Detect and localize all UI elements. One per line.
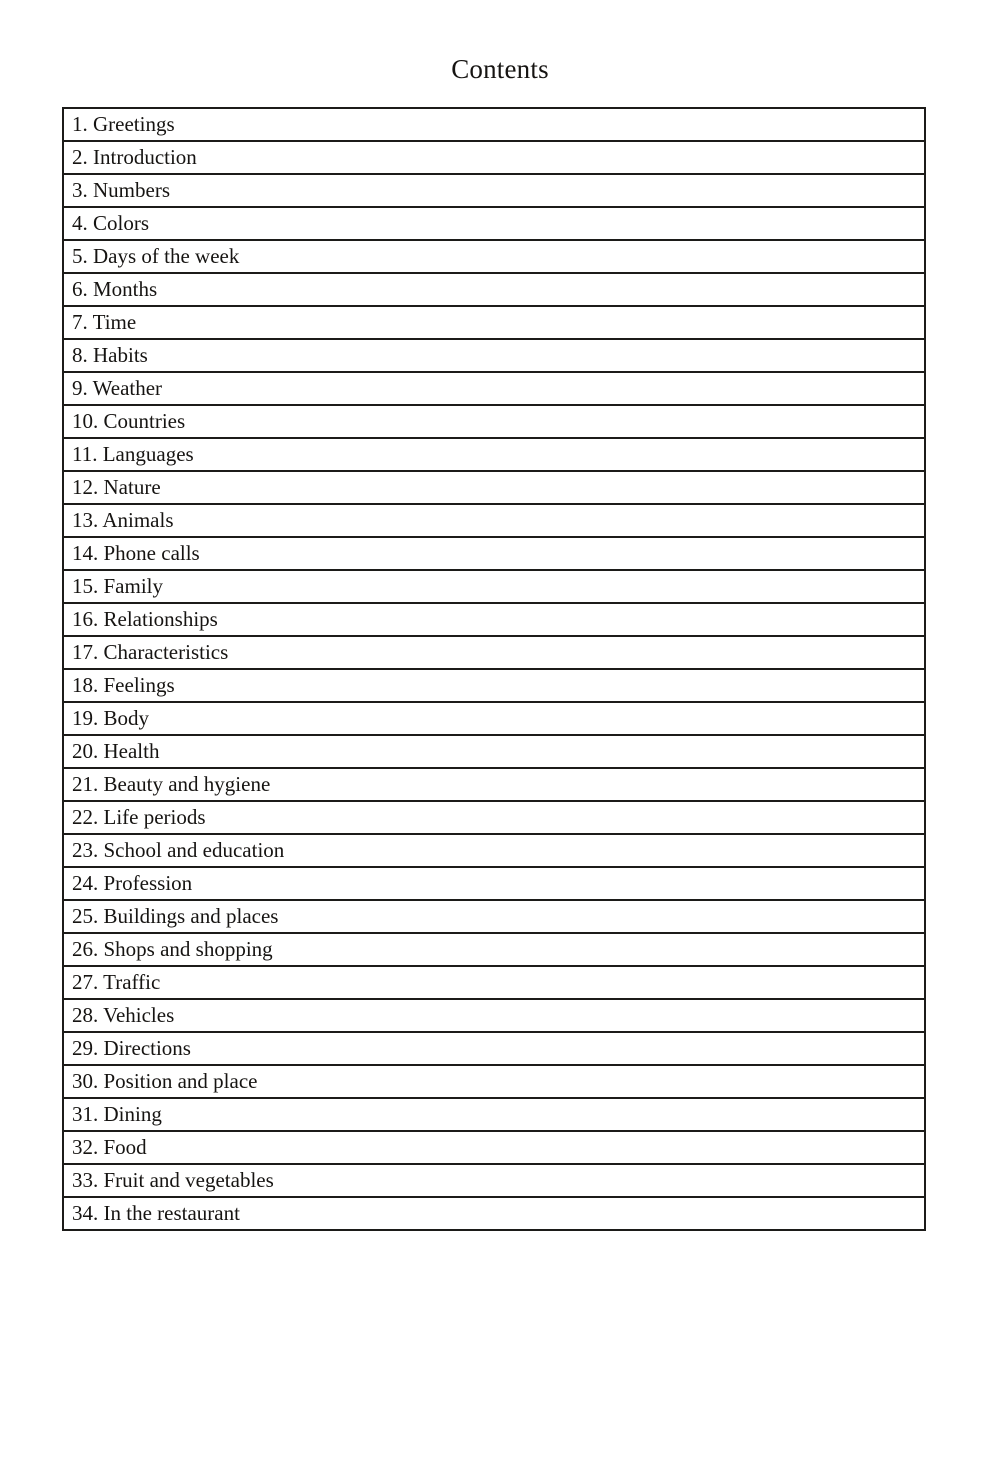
toc-entry: 34. In the restaurant	[63, 1197, 925, 1230]
toc-entry: 5. Days of the week	[63, 240, 925, 273]
table-row	[63, 900, 925, 933]
toc-entry: 25. Buildings and places	[63, 900, 925, 933]
page-title: Contents	[451, 54, 549, 84]
toc-entry: 23. School and education	[63, 834, 925, 867]
table-row	[63, 801, 925, 834]
table-row	[63, 1164, 925, 1197]
table-row	[63, 240, 925, 273]
table-row	[63, 471, 925, 504]
table-row	[63, 1065, 925, 1098]
toc-entry: 20. Health	[63, 735, 925, 768]
toc-entry: 10. Countries	[63, 405, 925, 438]
toc-entry: 28. Vehicles	[63, 999, 925, 1032]
toc-entry: 24. Profession	[63, 867, 925, 900]
toc-entry: 33. Fruit and vegetables	[63, 1164, 925, 1197]
toc-entry: 12. Nature	[63, 471, 925, 504]
table-row	[63, 867, 925, 900]
contents-table-body	[63, 108, 925, 1230]
table-row	[63, 1032, 925, 1065]
toc-entry: 8. Habits	[63, 339, 925, 372]
table-row	[63, 933, 925, 966]
table-row	[63, 1131, 925, 1164]
toc-entry: 3. Numbers	[63, 174, 925, 207]
toc-entry: 32. Food	[63, 1131, 925, 1164]
table-row	[63, 372, 925, 405]
toc-entry: 11. Languages	[63, 438, 925, 471]
table-row	[63, 1197, 925, 1230]
table-row	[63, 174, 925, 207]
toc-entry: 26. Shops and shopping	[63, 933, 925, 966]
toc-entry: 29. Directions	[63, 1032, 925, 1065]
toc-entry: 1. Greetings	[63, 108, 925, 141]
table-row	[63, 1098, 925, 1131]
toc-entry: 7. Time	[63, 306, 925, 339]
table-row	[63, 207, 925, 240]
toc-entry: 16. Relationships	[63, 603, 925, 636]
document-page	[0, 56, 1000, 1231]
table-row	[63, 702, 925, 735]
toc-entry: 21. Beauty and hygiene	[63, 768, 925, 801]
table-row	[63, 438, 925, 471]
toc-entry: 27. Traffic	[63, 966, 925, 999]
table-row	[63, 768, 925, 801]
table-row	[63, 405, 925, 438]
table-row	[63, 669, 925, 702]
table-row	[63, 834, 925, 867]
table-row	[63, 339, 925, 372]
table-row	[63, 570, 925, 603]
table-row	[63, 999, 925, 1032]
toc-entry: 14. Phone calls	[63, 537, 925, 570]
table-row	[63, 537, 925, 570]
toc-entry: 31. Dining	[63, 1098, 925, 1131]
toc-entry: 22. Life periods	[63, 801, 925, 834]
toc-entry: 18. Feelings	[63, 669, 925, 702]
toc-entry: 6. Months	[63, 273, 925, 306]
table-row	[63, 273, 925, 306]
toc-entry: 9. Weather	[63, 372, 925, 405]
table-row	[63, 966, 925, 999]
toc-entry: 15. Family	[63, 570, 925, 603]
toc-entry: 4. Colors	[63, 207, 925, 240]
table-row	[63, 735, 925, 768]
table-row	[63, 504, 925, 537]
toc-entry: 13. Animals	[63, 504, 925, 537]
toc-entry: 30. Position and place	[63, 1065, 925, 1098]
table-row	[63, 636, 925, 669]
table-row	[63, 108, 925, 141]
table-row	[63, 141, 925, 174]
toc-entry: 17. Characteristics	[63, 636, 925, 669]
contents-table	[62, 107, 926, 1231]
table-row	[63, 603, 925, 636]
toc-entry: 19. Body	[63, 702, 925, 735]
toc-entry: 2. Introduction	[63, 141, 925, 174]
table-row	[63, 306, 925, 339]
